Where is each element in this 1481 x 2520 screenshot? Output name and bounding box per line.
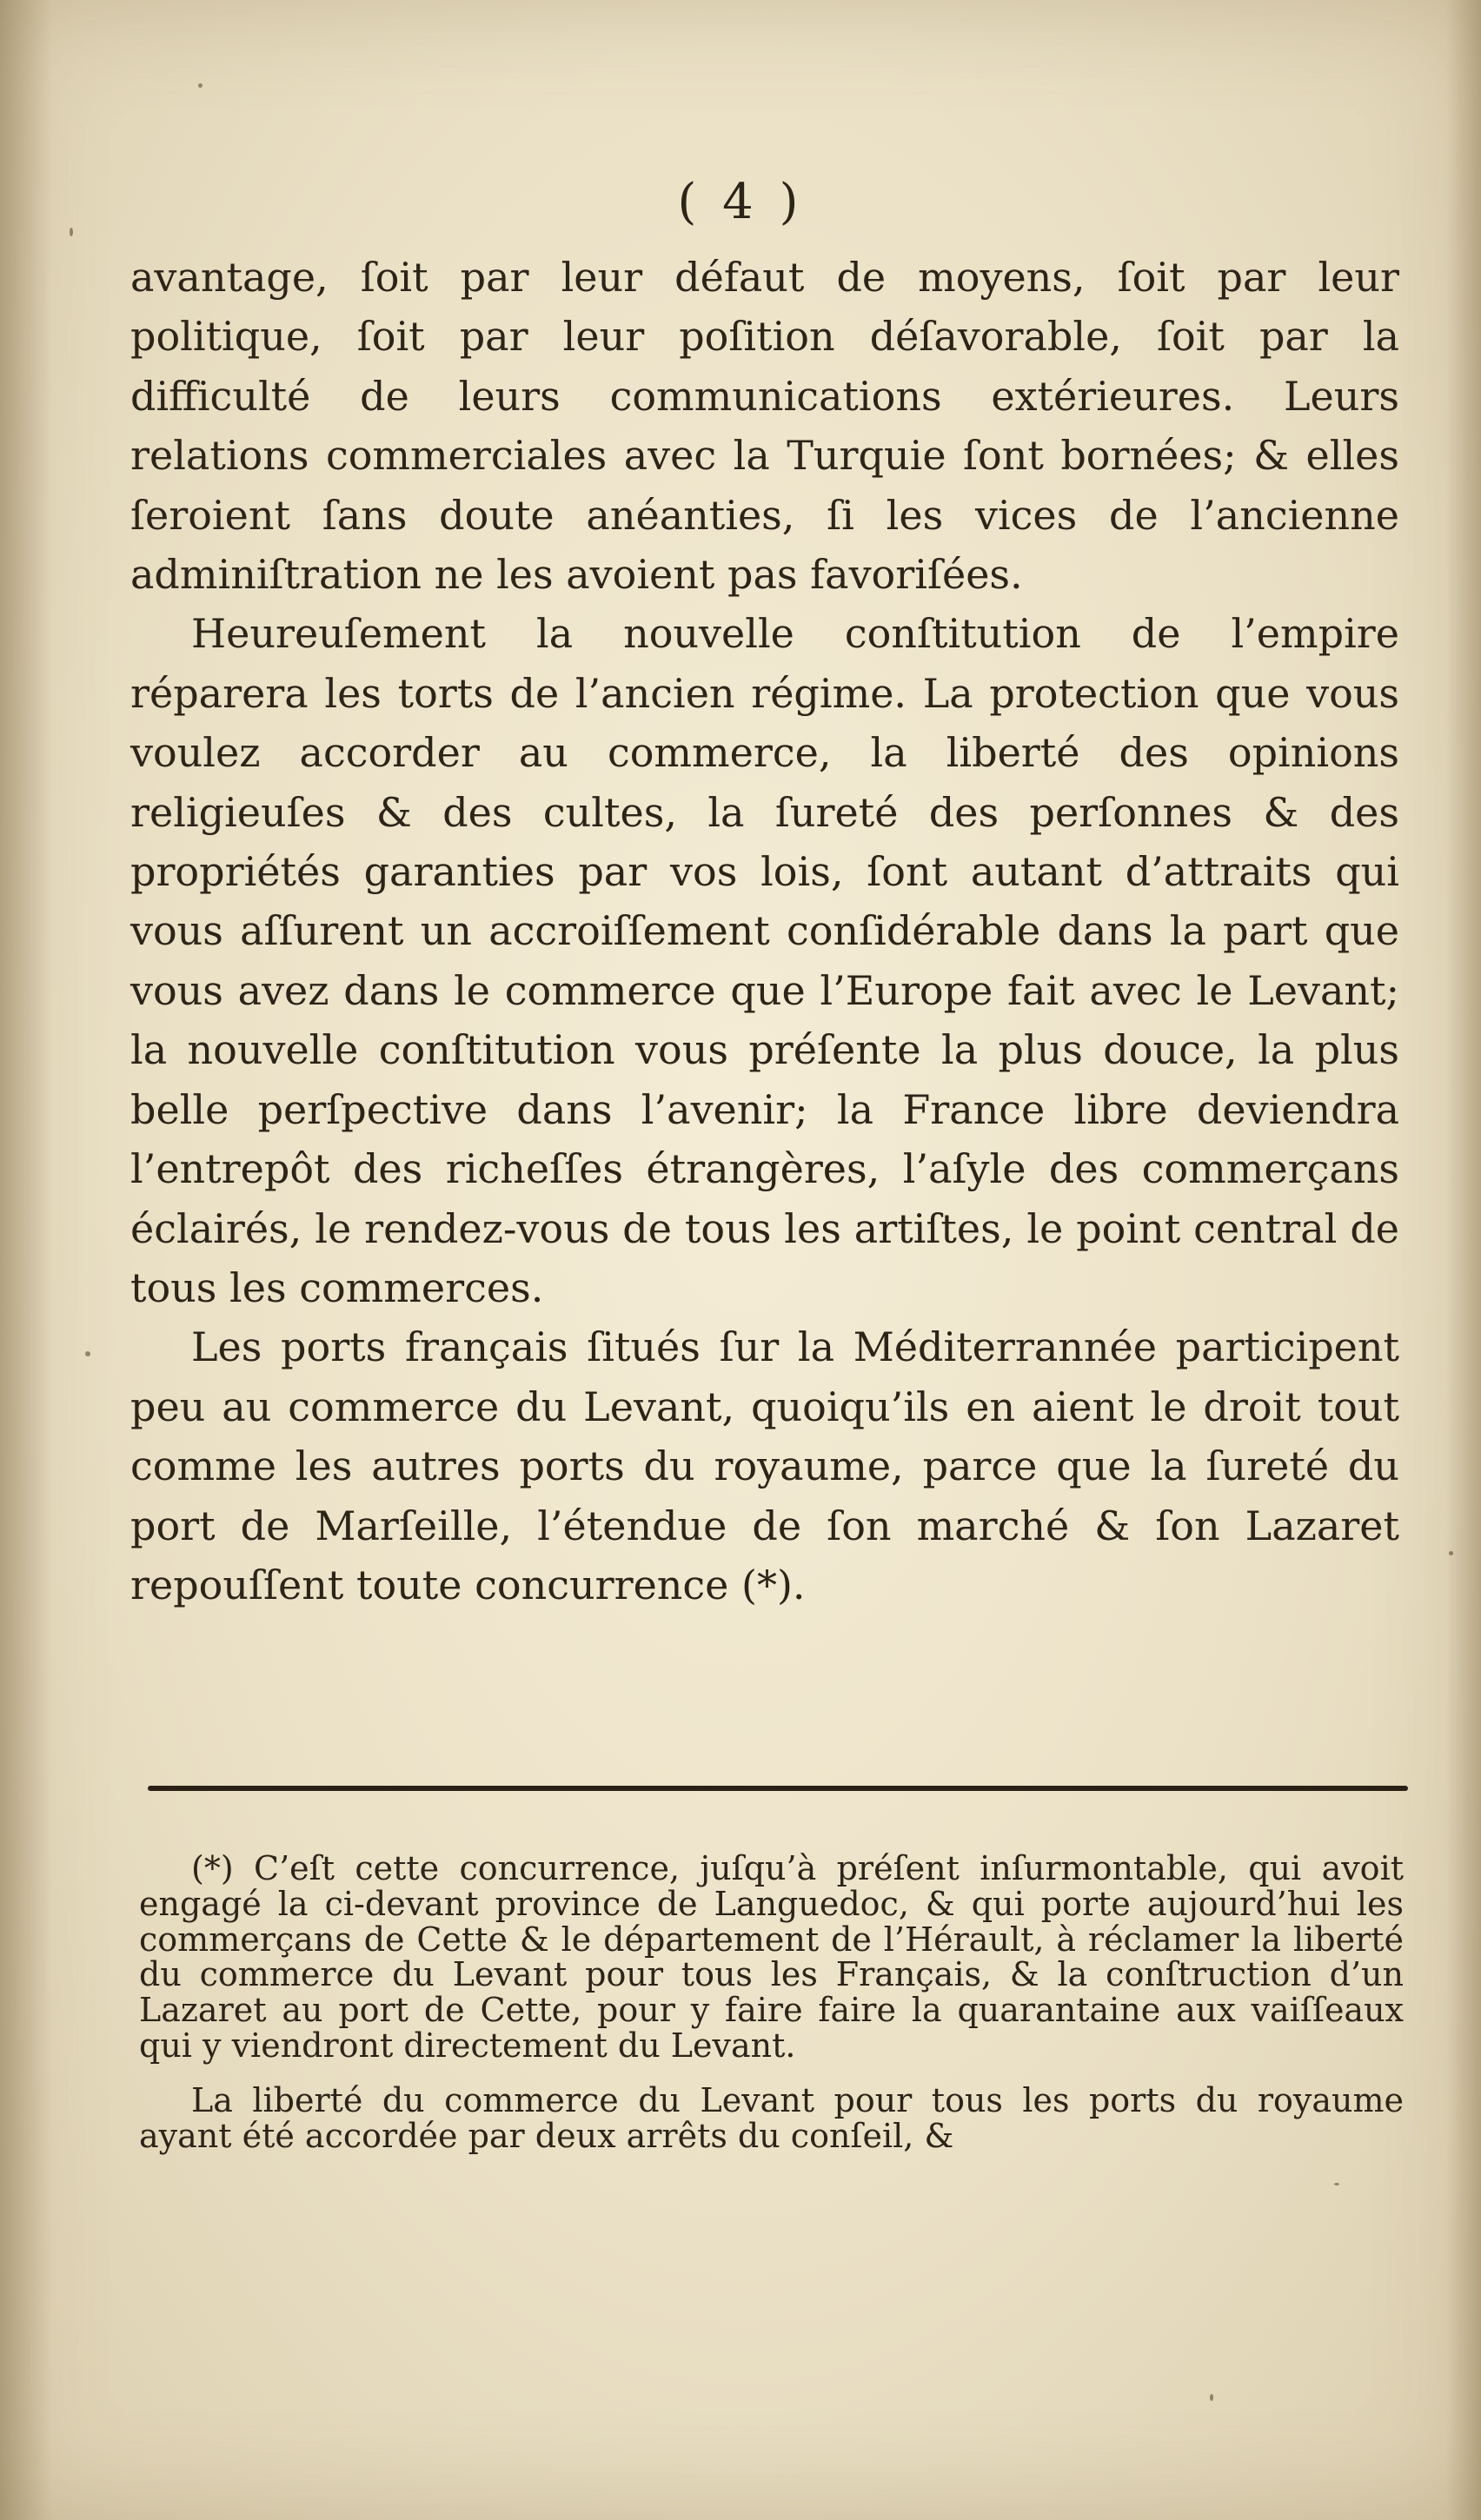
paper-speck — [198, 83, 203, 88]
footnote-separator-rule — [148, 1786, 1408, 1791]
paper-speck — [1210, 2394, 1213, 2401]
paragraph-3: Les ports français ſitués ſur la Méditerrannée participent peu au commerce du Levant, quoiqu’ils en aient le droit tout comme les autres ports du royaume, parce que la ſureté du port de Marſeille, l’étendue de ſon marché & ſon Lazaret repouſſent toute concurrence (*). — [130, 1323, 1399, 1608]
paper-speck — [85, 1351, 90, 1356]
footnote-paragraph-2: La liberté du commerce du Levant pour tous les ports du royaume ayant été accordée par deux arrêts du conſeil, & — [139, 2080, 1404, 2155]
page-edge-shadow — [1446, 0, 1481, 2520]
paragraph-1: avantage, ſoit par leur défaut de moyens, ſoit par leur politique, ſoit par leur poſition déſavorable, ſoit par la difficulté de leurs communications extérieures. Leurs relations commerciales avec la Turquie ſont bornées; & elles ſeroient ſans doute anéanties, ſi les vices de l’ancienne adminiſtration ne les avoient pas favoriſées. — [130, 254, 1399, 599]
spine-shadow — [0, 0, 52, 2520]
footnote-gap — [139, 2064, 1404, 2083]
paragraph-2: Heureuſement la nouvelle conſtitution de l’empire réparera les torts de l’ancien régime. La protection que vous voulez accorder au commerce, la liberté des opinions religieuſes & des cultes, la ſureté des perſonnes & des propriétés garanties par vos lois, ſont autant d’attraits qui vous aſſurent un accroiſſement conſidérable dans la part que vous avez dans le commerce que l’Europe fait avec le Levant; la nouvelle conſtitution vous préſente la plus douce, la plus belle perſpective dans l’avenir; la France libre deviendra l’entrepôt des richeſſes étrangères, l’aſyle des commerçans éclairés, le rendez-vous de tous les artiſtes, le point central de tous les commerces. — [130, 610, 1399, 1311]
footnote — [139, 1851, 1404, 2153]
paper-speck — [70, 228, 73, 236]
paper-speck — [1449, 1551, 1453, 1555]
paper-speck — [1334, 2183, 1339, 2185]
page-number: ( 4 ) — [677, 174, 804, 230]
main-text — [130, 248, 1399, 1615]
footnote-paragraph-1: (*) C’eſt cette concurrence, juſqu’à préſent inſurmontable, qui avoit engagé la ci-devant province de Languedoc, & qui porte aujourd’hui les commerçans de Cette & le département de l’Hérault, à réclamer la liberté du commerce du Levant pour tous les Français, & la conſtruction d’un Lazaret au port de Cette, pour y faire faire la quarantaine aux vaiſſeaux qui y viendront directement du Levant. — [139, 1849, 1404, 2065]
